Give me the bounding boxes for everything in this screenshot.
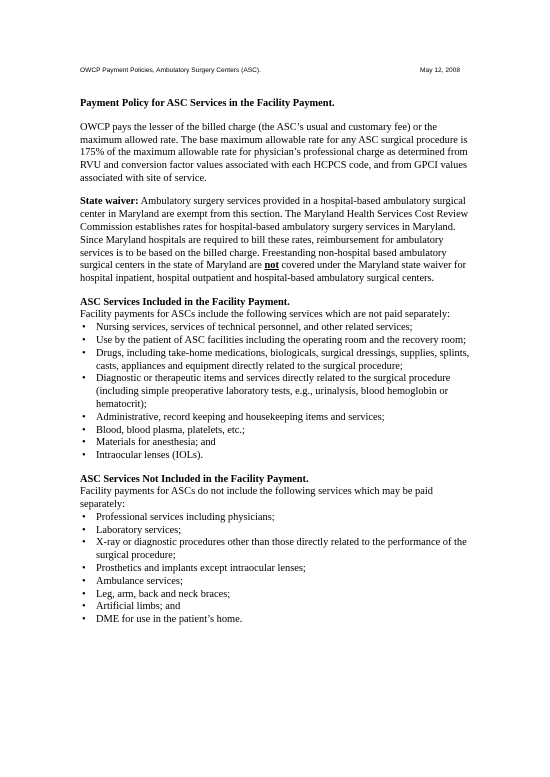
list-item-text: Intraocular lenses (IOLs).	[96, 450, 204, 462]
bullet-icon: •	[82, 524, 86, 536]
not-included-lead: Facility payments for ASCs do not include the following services which may be paid separately:	[80, 486, 433, 511]
list-item	[80, 563, 475, 576]
bullet-icon: •	[82, 450, 86, 462]
bullet-icon: •	[82, 511, 86, 523]
state-waiver-emphasis: not	[264, 260, 279, 272]
state-waiver-paragraph	[80, 196, 475, 286]
included-heading: ASC Services Included in the Facility Payment.	[80, 296, 290, 308]
list-item	[80, 450, 475, 463]
bullet-icon: •	[82, 347, 86, 359]
state-waiver-text: Ambulatory surgery services provided in a hospital-based ambulatory surgical center in Maryland are exempt from this section. The Maryland Health Services Cost Review Commission establishes rates for hospital-based ambulatory surgery services in Maryland. Since Maryland hospitals are required to bill these rates, reimbursement for ambulatory services is to be based on the billed charge. Freestanding non-hospital based ambulatory surgical centers in the state of Maryland are	[80, 196, 469, 272]
policy-title-text: Payment Policy for ASC Services in the Facility Payment	[80, 98, 333, 109]
list-item-text: Diagnostic or therapeutic items and services directly related to the surgical procedure (including simple preoperative laboratory tests, e.g., urinalysis, blood hemoglobin or hematocrit);	[96, 373, 451, 410]
list-item	[80, 525, 475, 538]
list-item	[80, 335, 475, 348]
included-lead: Facility payments for ASCs include the following services which are not paid separately:	[80, 309, 450, 321]
list-item-text: Blood, blood plasma, platelets, etc.;	[96, 424, 245, 436]
list-item	[80, 576, 475, 589]
header-date: May 12, 2008	[420, 67, 460, 74]
bullet-icon: •	[82, 588, 86, 600]
bullet-icon: •	[82, 322, 86, 334]
bullet-icon: •	[82, 537, 86, 549]
list-item-text: Materials for anesthesia; and	[96, 437, 216, 449]
bullet-icon: •	[82, 334, 86, 346]
list-item-text: Drugs, including take-home medications, biologicals, surgical dressings, supplies, splints, casts, appliances and equipment directly related to the surgical procedure;	[96, 347, 470, 372]
bullet-icon: •	[82, 563, 86, 575]
document-body	[80, 95, 475, 638]
included-list	[80, 322, 475, 463]
list-item-text: Administrative, record keeping and housekeeping items and services;	[96, 411, 385, 423]
list-item	[80, 601, 475, 614]
list-item	[80, 322, 475, 335]
not-included-list	[80, 512, 475, 627]
list-item-text: Professional services including physicians;	[96, 511, 275, 523]
bullet-icon: •	[82, 424, 86, 436]
list-item-text: Leg, arm, back and neck braces;	[96, 588, 231, 600]
list-item-text: Laboratory services;	[96, 524, 182, 536]
list-item	[80, 589, 475, 602]
list-item-text: Prosthetics and implants except intraocular lenses;	[96, 563, 306, 575]
bullet-icon: •	[82, 575, 86, 587]
page-header	[80, 67, 460, 74]
header-document-title: OWCP Payment Policies, Ambulatory Surgery Centers (ASC).	[80, 67, 261, 74]
list-item-text: Ambulance services;	[96, 575, 183, 587]
policy-title	[80, 98, 475, 111]
list-item-text: DME for use in the patient’s home.	[96, 614, 243, 626]
list-item-text: Artificial limbs; and	[96, 601, 181, 613]
list-item	[80, 437, 475, 450]
list-item	[80, 512, 475, 525]
bullet-icon: •	[82, 437, 86, 449]
policy-title-period: .	[332, 98, 335, 109]
list-item-text: Nursing services, services of technical personnel, and other related services;	[96, 322, 413, 334]
list-item	[80, 614, 475, 627]
list-item-text: X-ray or diagnostic procedures other than those directly related to the performance of the surgical procedure;	[96, 537, 467, 562]
not-included-heading: ASC Services Not Included in the Facility Payment.	[80, 473, 309, 485]
state-waiver-text-end: covered under the Maryland state waiver for hospital inpatient, hospital outpatient and hospital-based ambulatory surgical centers.	[80, 260, 467, 285]
list-item	[80, 412, 475, 425]
list-item	[80, 537, 475, 563]
bullet-icon: •	[82, 373, 86, 385]
list-item	[80, 348, 475, 374]
list-item	[80, 425, 475, 438]
state-waiver-label: State waiver:	[80, 196, 139, 208]
list-item	[80, 373, 475, 411]
intro-paragraph: OWCP pays the lesser of the billed charge (the ASC’s usual and customary fee) or the maximum allowed rate. The base maximum allowable rate for any ASC surgical procedure is 175% of the maximum allowable rate for physician’s professional charge as determined from RVU and conversion factor values associated with each HCPCS code, and from GPCI values associated with site of service.	[80, 121, 468, 184]
bullet-icon: •	[82, 614, 86, 626]
list-item-text: Use by the patient of ASC facilities including the operating room and the recovery room;	[96, 334, 466, 346]
bullet-icon: •	[82, 601, 86, 613]
bullet-icon: •	[82, 411, 86, 423]
